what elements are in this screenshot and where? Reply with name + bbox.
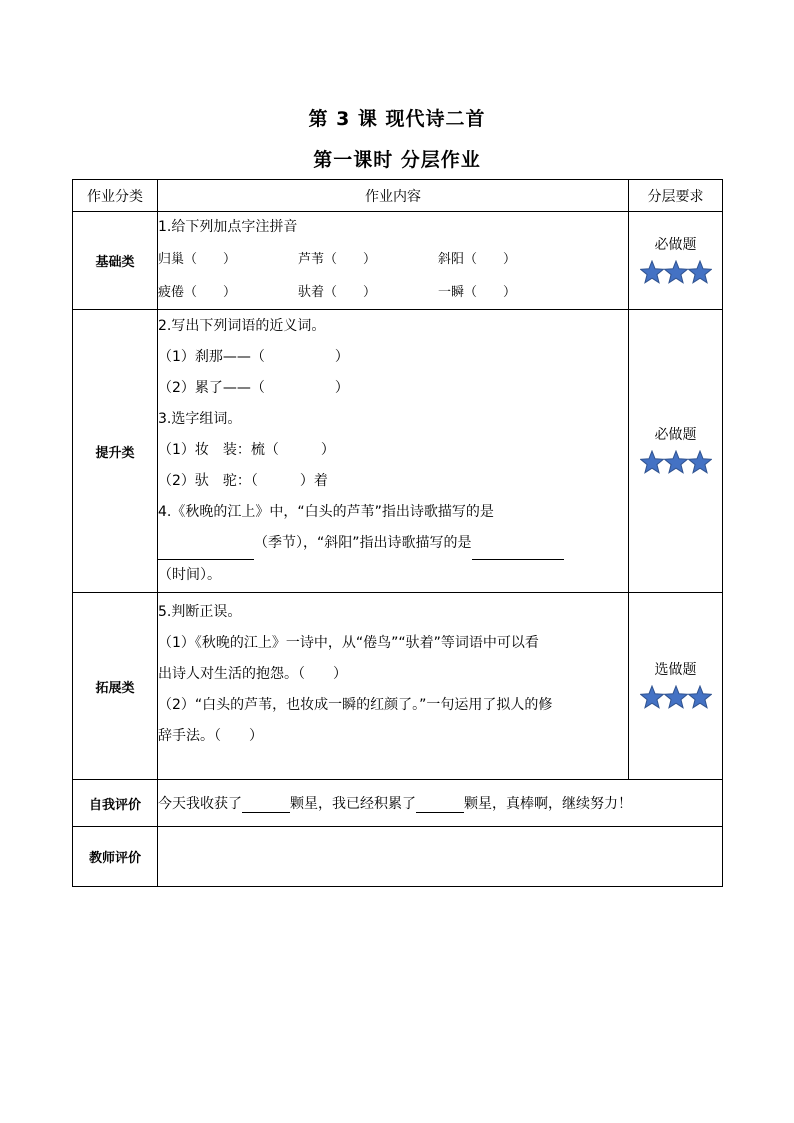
question-5-title: 5.判断正误。 [158, 604, 242, 620]
category-self-eval: 自我评价 [73, 780, 158, 827]
star-icon [640, 261, 663, 283]
question-3-1[interactable]: （1）妆 装：梳（ ） [158, 442, 335, 458]
table-row-extended [73, 593, 723, 780]
pinyin-row-2 [158, 276, 628, 309]
question-4-line3: （时间）。 [158, 567, 221, 583]
requirement-label: 必做题 [654, 236, 697, 253]
header-requirement: 分层要求 [629, 180, 723, 212]
star-icon [688, 686, 711, 708]
category-advanced: 提升类 [73, 310, 158, 593]
content-extended [158, 593, 629, 780]
pinyin-item[interactable]: 疲倦（ ） [158, 285, 237, 300]
question-5-2a: （2）“白头的芦苇，也妆成一瞬的红颜了。”一句运用了拟人的修 [158, 697, 553, 713]
star-rating [640, 260, 712, 284]
self-eval-sentence [158, 793, 722, 813]
table-row-teacher-eval [73, 827, 723, 887]
requirement-label: 选做题 [654, 662, 697, 678]
pinyin-item[interactable]: 斜阳（ ） [438, 252, 517, 267]
question-3-title: 3.选字组词。 [158, 411, 242, 427]
star-icon [640, 686, 663, 708]
category-teacher-eval: 教师评价 [73, 827, 158, 887]
question-2-title: 2.写出下列词语的近义词。 [158, 318, 326, 334]
question-4-season-text: （季节），“斜阳”指出诗歌描写的是 [254, 535, 472, 551]
page-title: 第 3 课 现代诗二首 [308, 108, 486, 130]
header-content: 作业内容 [158, 180, 629, 212]
requirement-label: 必做题 [654, 427, 697, 443]
question-4-line2 [158, 528, 628, 560]
stars-earned-blank[interactable] [242, 796, 290, 813]
requirement-basic [629, 212, 723, 310]
pinyin-row-1 [158, 243, 628, 276]
requirement-extended [629, 593, 723, 780]
question-1-title: 1.给下列加点字注拼音 [158, 219, 298, 235]
star-rating [640, 685, 712, 709]
star-rating [640, 450, 712, 474]
question-5-1a: （1）《秋晚的江上》一诗中，从“倦鸟”“驮着”等词语中可以看 [158, 635, 539, 651]
answer-blank-season[interactable] [158, 528, 254, 560]
pinyin-item[interactable]: 驮着（ ） [298, 285, 377, 300]
star-icon [688, 261, 711, 283]
content-self-eval [158, 780, 723, 827]
question-4-line1: 4.《秋晚的江上》中，“白头的芦苇”指出诗歌描写的是 [158, 504, 494, 520]
pinyin-item[interactable]: 芦苇（ ） [298, 252, 377, 267]
pinyin-item[interactable]: 归巢（ ） [158, 252, 237, 267]
question-3-2[interactable]: （2）驮 驼：（ ）着 [158, 473, 328, 489]
pinyin-item[interactable]: 一瞬（ ） [438, 285, 517, 300]
content-basic [158, 212, 629, 310]
teacher-eval-field[interactable] [158, 827, 723, 887]
question-5-1b[interactable]: 出诗人对生活的抱怨。（ ） [158, 666, 347, 682]
star-icon [664, 451, 687, 473]
table-row-self-eval [73, 780, 723, 827]
self-eval-part1: 今天我收获了 [158, 796, 242, 812]
star-icon [664, 686, 687, 708]
self-eval-part3: 颗星，真棒啊，继续努力！ [464, 796, 632, 812]
table-row-basic [73, 212, 723, 310]
table-row-advanced [73, 310, 723, 593]
category-extended: 拓展类 [73, 593, 158, 780]
self-eval-part2: 颗星，我已经积累了 [290, 796, 416, 812]
homework-table [72, 179, 723, 887]
header-category: 作业分类 [73, 180, 158, 212]
star-icon [640, 451, 663, 473]
star-icon [664, 261, 687, 283]
page-subtitle: 第一课时 分层作业 [313, 149, 481, 171]
answer-blank-time[interactable] [472, 528, 564, 560]
table-header-row [73, 180, 723, 212]
star-icon [688, 451, 711, 473]
stars-total-blank[interactable] [416, 796, 464, 813]
question-2-1[interactable]: （1）刹那——（ ） [158, 349, 349, 365]
category-basic: 基础类 [73, 212, 158, 310]
question-2-2[interactable]: （2）累了——（ ） [158, 380, 349, 396]
content-advanced [158, 310, 629, 593]
requirement-advanced [629, 310, 723, 593]
question-5-2b[interactable]: 辞手法。（ ） [158, 728, 263, 744]
